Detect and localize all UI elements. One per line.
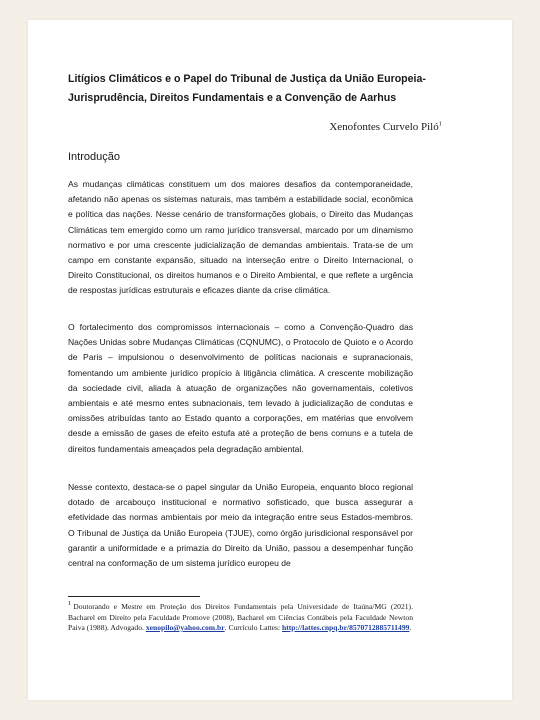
footnote-mark: 1 [68,600,72,608]
footnote-divider [68,596,200,597]
footnote-text: Doutorando e Mestre em Proteção dos Direitos Fundamentais pela Universidade de Itaúna/MG (2021). Bacharel em Direito pela Faculdade Promove (2008), Bacharel em Ciências Contábeis pela Faculdade Newton Paiva (1988). Advogado. [68,602,413,632]
document-title: Litígios Climáticos e o Papel do Tribunal de Justiça da União Europeia-Jurisprudência, Direitos Fundamentais e a Convenção de Aarhus [68,73,426,104]
footnote-email-link[interactable]: xenopilo@yahoo.com.br [145,623,225,632]
author-footnote-mark[interactable]: 1 [438,120,442,128]
paragraph-1: As mudanças climáticas constituem um dos maiores desafios da contemporaneidade, afetando não apenas os sistemas naturais, mas também a estabilidade social, econômica e política das nações. Nesse cenário de transformações globais, o Direito das Mudanças Climáticas tem emergido como um ramo jurídico transversal, marcado por um dinamismo normativo e por uma crescente judicialização de demandas ambientais. Trata-se de um campo em constante expansão, situado na interseção entre o Direito Internacional, o Direito Constitucional, os direitos humanos e o Direito Ambiental, e que reflete a urgência de respostas jurídicas estruturais e eficazes diante da crise climática. [68,179,413,296]
footnote-mid-text: . Currículo Lattes: [224,623,281,632]
author-name-text: Xenofontes Curvelo Piló [329,121,439,133]
footnote [68,602,413,634]
section-heading: Introdução [68,151,120,163]
author-name [329,121,442,133]
paragraph-3: Nesse contexto, destaca-se o papel singular da União Europeia, enquanto bloco regional dotado de arcabouço institucional e normativo sofisticado, que busca assegurar a efetividade das normas ambientais por meio da integração entre seus Estados-membros. O Tribunal de Justiça da União Europeia (TJUE), como órgão jurisdicional responsável por garantir a uniformidade e a primazia do Direito da União, passou a desempenhar função central na conformação de um sistema jurídico europeu de [68,482,413,569]
paragraph-2: O fortalecimento dos compromissos internacionais – como a Convenção-Quadro das Nações Unidas sobre Mudanças Climáticas (CQNUMC), o Protocolo de Quioto e o Acordo de Paris – impulsionou o desenvolvimento de políticas nacionais e supranacionais, fomentando um ambiente jurídico propício à litigância climática. A crescente mobilização da sociedade civil, aliada à atuação de organizações não governamentais, coletivos ambientais e até mesmo entes subnacionais, tem levado à judicialização de condutas e omissões atribuídas tanto ao Estado quanto a corporações, em matérias que envolvem desde a emissão de gases de efeito estufa até a proteção de bens comuns e a tutela de direitos fundamentais ameaçados pela degradação ambiental. [68,322,413,454]
footnote-lattes-link[interactable]: http://lattes.cnpq.br/8570712885711499 [282,623,410,632]
footnote-end: . [409,623,412,632]
